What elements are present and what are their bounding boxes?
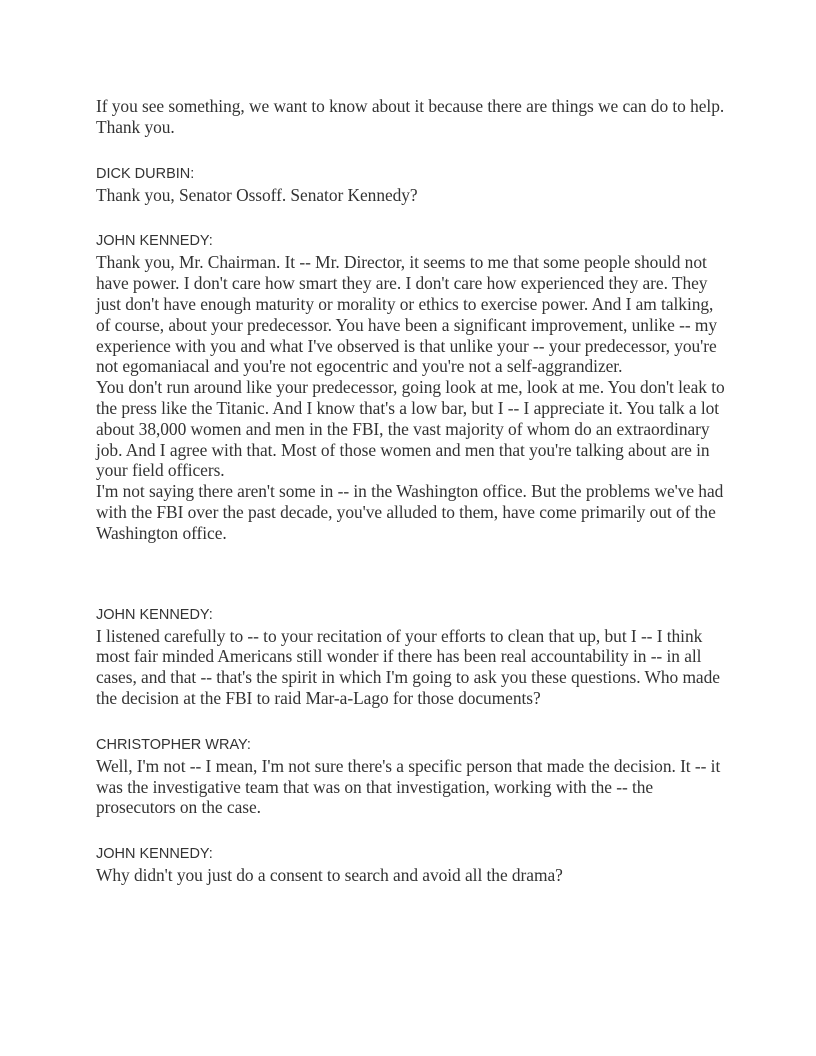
- speech-paragraph: I'm not saying there aren't some in -- in the Washington office. But the problems we've had with the FBI over the past decade, you've alluded to them, have come primarily out of the Washington office.: [96, 481, 724, 543]
- speaker-name: CHRISTOPHER WRAY:: [96, 736, 251, 753]
- speaker-entry-kennedy-2: [96, 606, 726, 709]
- speaker-entry-wray: [96, 736, 726, 818]
- speech-paragraph: You don't run around like your predecessor, going look at me, look at me. You don't leak to the press like the Titanic. And I know that's a low bar, but I -- I appreciate it. You talk a lot about 38,000 women and men in the FBI, the vast majority of whom do an extraordinary job. And I agree with that. Most of those women and men that you're talking about are in your field officers.: [96, 377, 725, 481]
- speaker-name: JOHN KENNEDY:: [96, 846, 213, 863]
- speaker-entry-kennedy-1: [96, 232, 726, 543]
- speech-paragraph: Why didn't you just do a consent to search and avoid all the drama?: [96, 865, 563, 886]
- intro-paragraph: If you see something, we want to know about it because there are things we can do to help. Thank you.: [96, 96, 725, 137]
- speech-paragraph: I listened carefully to -- to your recitation of your efforts to clean that up, but I -- I think most fair minded Americans still wonder if there has been real accountability in -- in all cases, and that -- that's the spirit in which I'm going to ask you these questions. Who made the decision at the FBI to raid Mar-a-Lago for those documents?: [96, 625, 720, 708]
- speaker-entry-kennedy-3: [96, 845, 726, 886]
- speech-paragraph: Well, I'm not -- I mean, I'm not sure there's a specific person that made the decision. It -- it was the investigative team that was on that investigation, working with the -- the prosecutors on the case.: [96, 755, 721, 818]
- speaker-name: JOHN KENNEDY:: [96, 233, 213, 250]
- speaker-name: JOHN KENNEDY:: [96, 606, 213, 623]
- transcript-page: [96, 96, 726, 886]
- speech-paragraph: Thank you, Mr. Chairman. It -- Mr. Director, it seems to me that some people should not have power. I don't care how smart they are. I don't care how experienced they are. They just don't have enough maturity or morality or ethics to exercise power. And I am talking, of course, about your predecessor. You have been a significant improvement, unlike -- my experience with you and what I've observed is that unlike your -- your predecessor, you're not egomaniacal and you're not egocentric and you're not a self-aggrandizer.: [96, 252, 718, 377]
- speaker-name: DICK DURBIN:: [96, 165, 195, 182]
- speech-paragraph: Thank you, Senator Ossoff. Senator Kennedy?: [96, 184, 418, 205]
- speaker-entry-durbin: [96, 165, 726, 206]
